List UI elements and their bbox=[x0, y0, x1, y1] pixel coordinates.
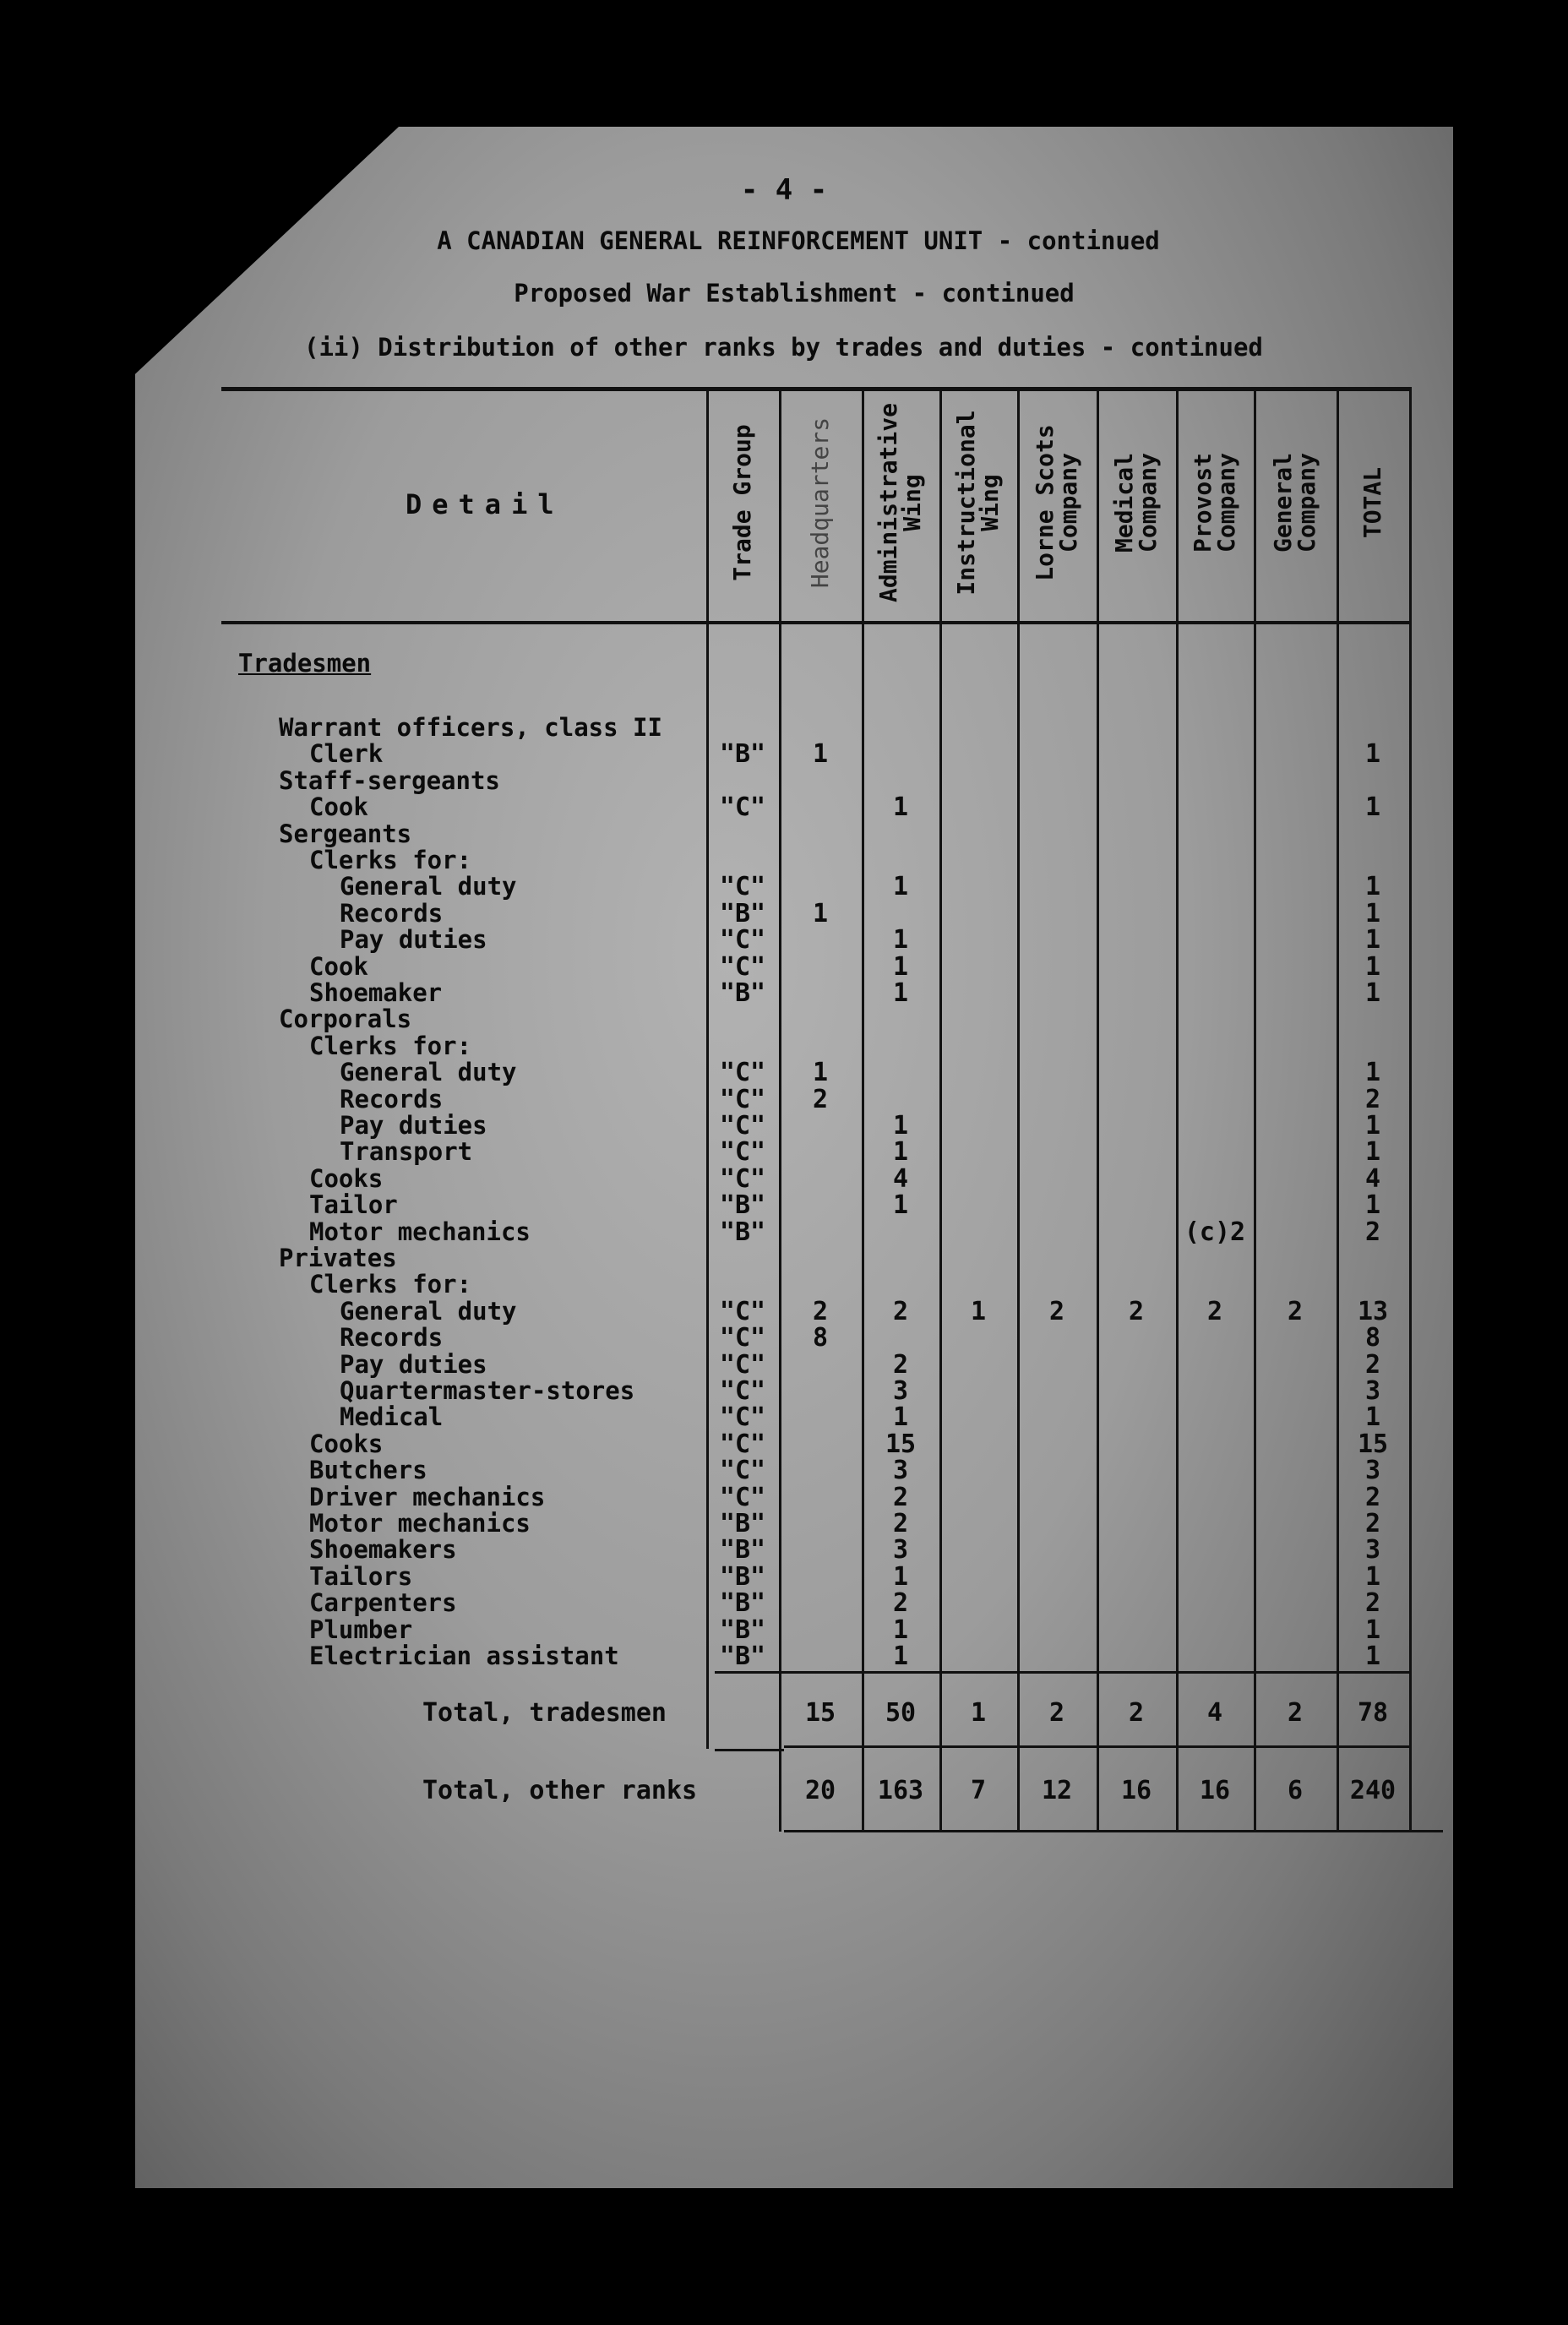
table-cell: 2 bbox=[812, 1296, 829, 1326]
row-label: Plumber bbox=[309, 1614, 413, 1644]
table-cell: 2 bbox=[812, 1084, 829, 1114]
total-cell: 16 bbox=[1120, 1776, 1152, 1805]
column-divider bbox=[939, 387, 942, 1832]
table-cell: 2 bbox=[892, 1509, 909, 1538]
trade-group-cell: "B" bbox=[719, 1588, 766, 1619]
column-heading: TOTAL bbox=[1358, 466, 1386, 539]
table-cell: 2 bbox=[1206, 1296, 1223, 1326]
trade-group-cell: "C" bbox=[719, 1376, 766, 1406]
column-divider bbox=[1017, 387, 1020, 1832]
column-heading: Headquarters bbox=[806, 417, 834, 589]
trade-group-cell: "C" bbox=[719, 1058, 766, 1088]
row-label: Pay duties bbox=[340, 1349, 487, 1379]
table-cell: 3 bbox=[892, 1535, 909, 1565]
detail-column-heading: Detail bbox=[406, 488, 564, 520]
row-label: Pay duties bbox=[340, 925, 487, 955]
table-cell: 1 bbox=[1364, 1111, 1381, 1141]
row-label: Driver mechanics bbox=[309, 1482, 546, 1511]
row-label: Clerks for: bbox=[309, 1031, 472, 1060]
row-label: Medical bbox=[340, 1402, 444, 1432]
table-cell: 1 bbox=[1364, 1561, 1381, 1592]
column-heading: Trade Group bbox=[728, 424, 756, 581]
table-cell: 4 bbox=[892, 1163, 909, 1194]
table-cell: 3 bbox=[892, 1456, 909, 1486]
table-cell: 13 bbox=[1357, 1296, 1389, 1326]
table-cell: 2 bbox=[1364, 1509, 1381, 1538]
total-cell: 163 bbox=[877, 1776, 924, 1805]
table-cell: 1 bbox=[892, 1614, 909, 1645]
trade-group-cell: "B" bbox=[719, 898, 766, 928]
table-cell: 8 bbox=[812, 1323, 829, 1353]
trade-group-cell: "B" bbox=[719, 1642, 766, 1671]
trade-group-cell: "C" bbox=[719, 1137, 766, 1168]
table-cell: 3 bbox=[1364, 1456, 1381, 1486]
row-label: General duty bbox=[340, 1058, 517, 1087]
row-label: Clerks for: bbox=[309, 1270, 472, 1299]
trade-group-cell: "C" bbox=[719, 1084, 766, 1114]
table-cell: 2 bbox=[1287, 1296, 1304, 1326]
column-divider bbox=[1337, 387, 1339, 1832]
table-cell: 1 bbox=[892, 872, 909, 902]
row-label: General duty bbox=[340, 872, 517, 901]
table-cell: 1 bbox=[892, 1561, 909, 1592]
trade-group-cell: "C" bbox=[719, 951, 766, 982]
table-cell: 1 bbox=[812, 739, 829, 770]
table-cell: 2 bbox=[1364, 1084, 1381, 1114]
table-cell: 1 bbox=[892, 1111, 909, 1141]
row-label: Staff-sergeants bbox=[279, 765, 500, 795]
row-label: Transport bbox=[340, 1137, 473, 1167]
row-label: Tailor bbox=[309, 1190, 398, 1220]
trade-group-cell: "B" bbox=[719, 739, 766, 770]
table-cell: 8 bbox=[1364, 1323, 1381, 1353]
table-cell: 1 bbox=[1364, 1642, 1381, 1671]
table-cell: 1 bbox=[812, 1058, 829, 1088]
table-cell: 1 bbox=[1364, 898, 1381, 928]
row-label: Clerks for: bbox=[309, 846, 472, 874]
table-cell: 1 bbox=[1364, 925, 1381, 956]
table-cell: 2 bbox=[892, 1588, 909, 1619]
table-cell: 1 bbox=[892, 925, 909, 956]
table-cell: 2 bbox=[1364, 1217, 1381, 1247]
trade-group-cell: "C" bbox=[719, 1429, 766, 1459]
table-cell: 1 bbox=[1364, 1402, 1381, 1433]
total-cell: 240 bbox=[1349, 1776, 1396, 1805]
row-label: General duty bbox=[340, 1296, 517, 1326]
document-title: A CANADIAN GENERAL REINFORCEMENT UNIT - continued bbox=[437, 226, 1160, 255]
total-cell: 12 bbox=[1041, 1776, 1073, 1805]
column-divider bbox=[1254, 387, 1256, 1832]
table-cell: 15 bbox=[1357, 1429, 1389, 1459]
table-cell: 4 bbox=[1364, 1163, 1381, 1194]
table-cell: 2 bbox=[1364, 1588, 1381, 1619]
trade-group-cell: "B" bbox=[719, 1190, 766, 1221]
table-header-rule bbox=[221, 621, 1411, 624]
table-cell: 1 bbox=[1364, 1190, 1381, 1221]
row-label: Cooks bbox=[309, 1163, 384, 1193]
table-cell: 1 bbox=[892, 1642, 909, 1671]
row-label: Carpenters bbox=[309, 1588, 457, 1618]
trade-group-cell: "C" bbox=[719, 1296, 766, 1326]
trade-group-box-bottom bbox=[715, 1749, 784, 1751]
table-cell: 2 bbox=[1048, 1296, 1065, 1326]
column-heading: Administrative Wing bbox=[874, 403, 926, 603]
row-label: Records bbox=[340, 1323, 444, 1353]
table-cell: 1 bbox=[812, 898, 829, 928]
trade-group-cell: "B" bbox=[719, 1217, 766, 1247]
total-cell: 2 bbox=[1287, 1698, 1304, 1728]
trade-group-cell: "B" bbox=[719, 978, 766, 1008]
row-label: Records bbox=[340, 898, 444, 928]
column-heading: Lorne Scots Company bbox=[1031, 424, 1082, 581]
total-row-label: Total, tradesmen bbox=[422, 1698, 667, 1728]
total-cell: 7 bbox=[970, 1776, 987, 1805]
row-label: Butchers bbox=[309, 1456, 427, 1485]
row-label: Shoemaker bbox=[309, 978, 443, 1007]
column-divider bbox=[862, 387, 864, 1832]
table-cell: 1 bbox=[1364, 1137, 1381, 1168]
document-subtitle: Proposed War Establishment - continued bbox=[514, 279, 1075, 308]
totals-rule bbox=[715, 1671, 1409, 1674]
total-cell: 2 bbox=[1048, 1698, 1065, 1728]
row-label: Sergeants bbox=[279, 819, 412, 848]
total-cell: 15 bbox=[804, 1698, 836, 1728]
row-label: Pay duties bbox=[340, 1111, 487, 1140]
row-label: Electrician assistant bbox=[309, 1642, 619, 1670]
section-label: Tradesmen bbox=[238, 649, 372, 678]
table-cell: 3 bbox=[1364, 1376, 1381, 1406]
column-heading: Medical Company bbox=[1110, 453, 1162, 553]
table-cell: 3 bbox=[892, 1376, 909, 1406]
total-cell: 6 bbox=[1287, 1776, 1304, 1805]
row-label: Motor mechanics bbox=[309, 1217, 531, 1246]
trade-group-cell: "C" bbox=[719, 1111, 766, 1141]
trade-group-cell: "C" bbox=[719, 1323, 766, 1353]
table-cell: 1 bbox=[1364, 1614, 1381, 1645]
table-cell: 1 bbox=[892, 951, 909, 982]
trade-group-cell: "B" bbox=[719, 1535, 766, 1565]
table-cell: 2 bbox=[892, 1482, 909, 1512]
row-label: Clerk bbox=[309, 739, 384, 769]
trade-group-cell: "C" bbox=[719, 1456, 766, 1486]
table-cell: 2 bbox=[1128, 1296, 1145, 1326]
trade-group-cell: "C" bbox=[719, 1349, 766, 1380]
table-cell: 1 bbox=[1364, 872, 1381, 902]
page-number: - 4 - bbox=[740, 173, 828, 207]
total-cell: 50 bbox=[885, 1698, 917, 1728]
table-cell: 1 bbox=[892, 1190, 909, 1221]
totals-rule bbox=[784, 1745, 1409, 1748]
trade-group-cell: "B" bbox=[719, 1561, 766, 1592]
total-cell: 20 bbox=[804, 1776, 836, 1805]
table-cell: (c)2 bbox=[1184, 1217, 1246, 1247]
section-heading: (ii) Distribution of other ranks by trades and duties - continued bbox=[304, 333, 1263, 362]
total-row-label: Total, other ranks bbox=[422, 1776, 698, 1805]
row-label: Warrant officers, class II bbox=[279, 713, 662, 742]
trade-group-cell: "C" bbox=[719, 792, 766, 823]
table-cell: 2 bbox=[1364, 1482, 1381, 1512]
table-cell: 1 bbox=[1364, 1058, 1381, 1088]
table-cell: 1 bbox=[1364, 792, 1381, 823]
trade-group-cell: "B" bbox=[719, 1614, 766, 1645]
table-cell: 1 bbox=[1364, 978, 1381, 1008]
trade-group-cell: "C" bbox=[719, 1482, 766, 1512]
trade-group-cell: "C" bbox=[719, 925, 766, 956]
table-cell: 15 bbox=[885, 1429, 917, 1459]
trade-group-cell: "C" bbox=[719, 1163, 766, 1194]
column-divider bbox=[779, 387, 781, 1832]
trade-group-cell: "C" bbox=[719, 872, 766, 902]
row-label: Privates bbox=[279, 1244, 397, 1272]
row-label: Records bbox=[340, 1084, 444, 1113]
column-divider bbox=[1176, 387, 1179, 1832]
row-label: Corporals bbox=[279, 1005, 412, 1034]
trade-group-cell: "C" bbox=[719, 1402, 766, 1433]
total-cell: 78 bbox=[1357, 1698, 1389, 1728]
row-label: Quartermaster-stores bbox=[340, 1376, 635, 1405]
row-label: Cook bbox=[309, 792, 368, 822]
table-cell: 1 bbox=[970, 1296, 987, 1326]
table-cell: 1 bbox=[892, 1137, 909, 1168]
row-label: Cooks bbox=[309, 1429, 384, 1458]
trade-group-cell: "B" bbox=[719, 1509, 766, 1538]
row-label: Tailors bbox=[309, 1561, 413, 1591]
column-heading: Instructional Wing bbox=[952, 410, 1004, 596]
column-heading: Provost Company bbox=[1189, 453, 1240, 553]
table-cell: 1 bbox=[892, 1402, 909, 1433]
column-divider bbox=[1409, 387, 1412, 1832]
table-cell: 1 bbox=[892, 792, 909, 823]
total-cell: 1 bbox=[970, 1698, 987, 1728]
totals-rule bbox=[784, 1830, 1443, 1832]
table-cell: 1 bbox=[1364, 739, 1381, 770]
table-cell: 2 bbox=[1364, 1349, 1381, 1380]
table-cell: 2 bbox=[892, 1296, 909, 1326]
table-cell: 3 bbox=[1364, 1535, 1381, 1565]
total-cell: 16 bbox=[1199, 1776, 1231, 1805]
total-cell: 4 bbox=[1206, 1698, 1223, 1728]
row-label: Motor mechanics bbox=[309, 1509, 531, 1538]
total-cell: 2 bbox=[1128, 1698, 1145, 1728]
row-label: Shoemakers bbox=[309, 1535, 457, 1565]
table-cell: 1 bbox=[892, 978, 909, 1008]
column-heading: General Company bbox=[1269, 453, 1320, 553]
column-divider bbox=[1097, 387, 1099, 1832]
row-label: Cook bbox=[309, 951, 368, 981]
table-cell: 2 bbox=[892, 1349, 909, 1380]
table-cell: 1 bbox=[1364, 951, 1381, 982]
column-divider bbox=[706, 387, 709, 1749]
